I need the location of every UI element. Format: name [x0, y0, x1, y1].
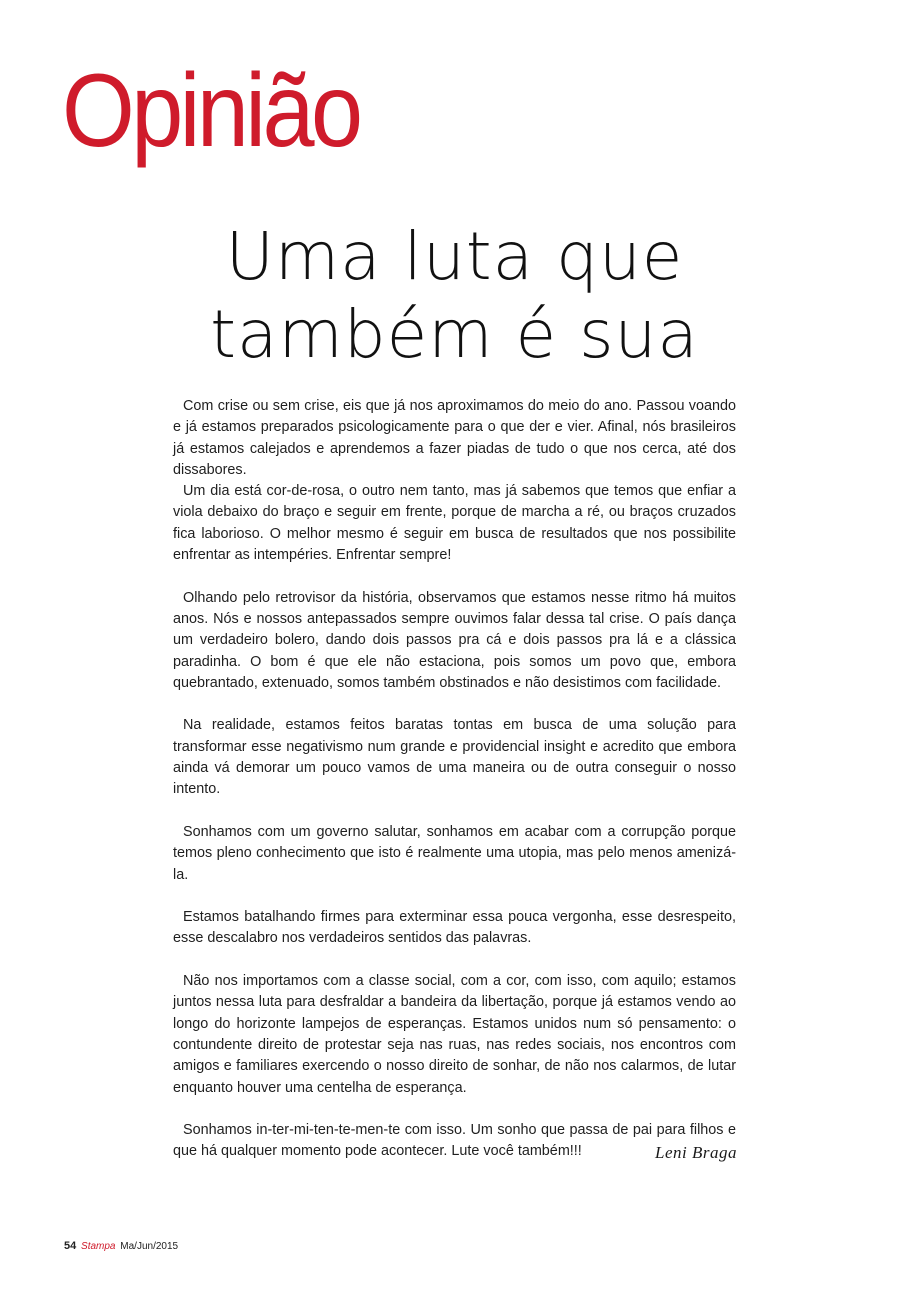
issue-date: Ma/Jun/2015 — [120, 1241, 179, 1252]
article-paragraph-5: Sonhamos com um governo salutar, sonhamos em acabar com a corrupção porque temos pleno conhecimento que isto é realmente uma utopia, mas pelo menos amenizá-la. — [173, 823, 736, 883]
article-paragraph-4: Na realidade, estamos feitos baratas tontas em busca de uma solução para transformar esse negativismo num grande e providencial insight e acredito que embora ainda vá demorar um pouco vamos de uma maneira ou de outra conseguir o nosso intento. — [173, 717, 736, 798]
page-footer — [64, 1240, 178, 1253]
author-signature: Leni Braga — [655, 1143, 737, 1162]
article-paragraph-1: Com crise ou sem crise, eis que já nos aproximamos do meio do ano. Passou voando e já estamos preparados psicologicamente para o que der e vier. Afinal, nós brasileiros já estamos calejados e aprendemos a fazer piadas de tudo o que nos cerca, até dos dissabores. — [173, 398, 736, 478]
article-title — [0, 218, 909, 374]
magazine-name: Stampa — [81, 1241, 116, 1252]
article-paragraph-8: Sonhamos in-ter-mi-ten-te-men-te com isso. Um sonho que passa de pai para filhos e que há qualquer momento pode acontecer. Lute você também!!! — [173, 1122, 736, 1160]
article-paragraph-7: Não nos importamos com a classe social, com a cor, com isso, com aquilo; estamos juntos nessa luta para desfraldar a bandeira da libertação, porque já estamos vendo ao longo do horizonte lampejos de esperanças. Estamos unidos num só pensamento: o contundente direito de protestar seja nas ruas, nas redes sociais, nos encontros com amigos e familiares exercendo o nosso direito de sonhar, de não nos calarmos, de lutar enquanto houver uma centelha de esperança. — [173, 973, 736, 1096]
article-paragraph-6: Estamos batalhando firmes para exterminar essa pouca vergonha, esse desrespeito, esse descalabro nos verdadeiros sentidos das palavras. — [173, 909, 736, 947]
article-body — [173, 396, 736, 1163]
page-number: 54 — [64, 1240, 77, 1252]
article-title-line-2: também é sua — [210, 296, 699, 373]
article-title-line-1: Uma luta que — [225, 218, 684, 295]
article-paragraph-3: Olhando pelo retrovisor da história, observamos que estamos nesse ritmo há muitos anos. Nós e nossos antepassados sempre ouvimos falar dessa tal crise. O país dança um verdadeiro bolero, dando dois passos pra cá e dois passos pra lá e a clássica paradinha. O bom é que ele não estaciona, pois somos um povo que, embora quebrantado, extenuado, somos também obstinados e não desistimos com facilidade. — [173, 589, 736, 691]
section-title: Opinião — [62, 53, 360, 169]
article-paragraph-2: Um dia está cor-de-rosa, o outro nem tanto, mas já sabemos que temos que enfiar a viola debaixo do braço e seguir em frente, porque de marcha a ré, ou braços cruzados fica laborioso. O melhor mesmo é seguir em busca de resultados que nos possibilite enfrentar as intempéries. Enfrentar sempre! — [173, 483, 736, 564]
